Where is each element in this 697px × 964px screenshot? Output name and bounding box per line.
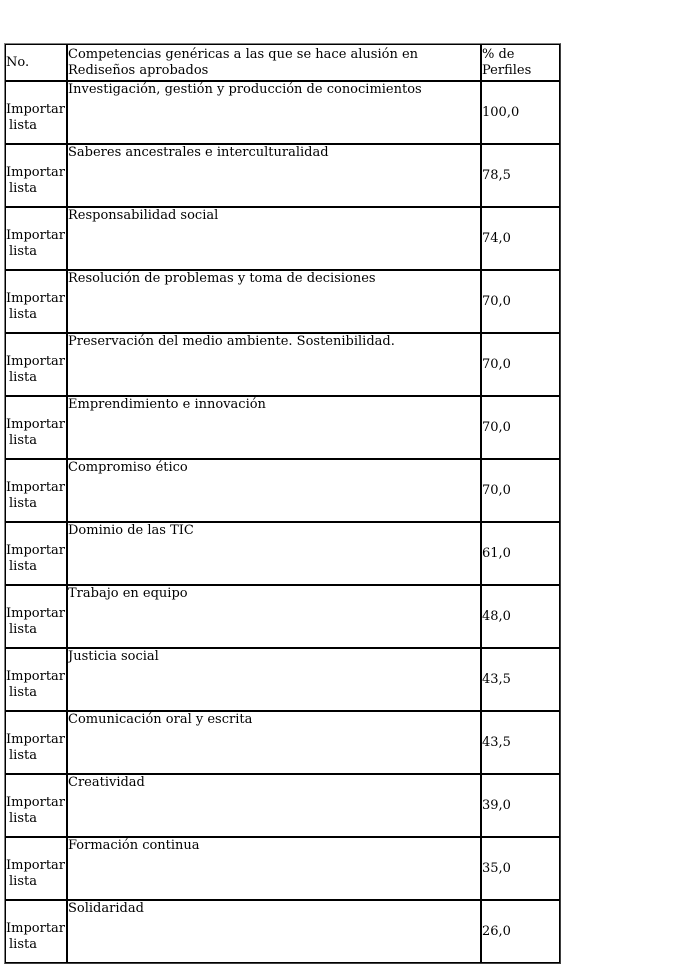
no-label [6, 417, 66, 449]
no-label [6, 606, 66, 638]
cell-porcentaje: 100,0 [481, 81, 560, 144]
cell-porcentaje: 74,0 [481, 207, 560, 270]
cell-no [5, 900, 67, 963]
no-label [6, 165, 66, 197]
no-label-line2: lista [9, 936, 37, 952]
cell-competencia: Resolución de problemas y toma de decisiones [67, 270, 481, 333]
competencias-table [4, 43, 561, 964]
cell-porcentaje: 43,5 [481, 648, 560, 711]
table-row [5, 144, 560, 207]
no-label-line1: Importar [6, 227, 66, 243]
cell-competencia: Preservación del medio ambiente. Sostenibilidad. [67, 333, 481, 396]
no-label-line2: lista [9, 873, 37, 889]
cell-no [5, 207, 67, 270]
no-label-line1: Importar [6, 920, 66, 936]
cell-competencia: Emprendimiento e innovación [67, 396, 481, 459]
header-porcentaje: % de Perfiles [481, 44, 560, 81]
no-label-line2: lista [9, 810, 37, 826]
no-label-line2: lista [9, 117, 37, 133]
table-row [5, 900, 560, 963]
cell-porcentaje: 70,0 [481, 333, 560, 396]
no-label [6, 354, 66, 386]
no-label-line2: lista [9, 747, 37, 763]
cell-no [5, 81, 67, 144]
no-label-line2: lista [9, 558, 37, 574]
header-competencia: Competencias genéricas a las que se hace alusión en Rediseños aprobados [67, 44, 481, 81]
no-label-line2: lista [9, 369, 37, 385]
no-label-line2: lista [9, 684, 37, 700]
no-label [6, 543, 66, 575]
no-label [6, 291, 66, 323]
cell-no [5, 270, 67, 333]
cell-porcentaje: 26,0 [481, 900, 560, 963]
no-label-line1: Importar [6, 479, 66, 495]
cell-porcentaje: 48,0 [481, 585, 560, 648]
table-row [5, 333, 560, 396]
cell-competencia: Saberes ancestrales e interculturalidad [67, 144, 481, 207]
cell-porcentaje: 70,0 [481, 459, 560, 522]
cell-no [5, 837, 67, 900]
no-label-line1: Importar [6, 668, 66, 684]
cell-no [5, 333, 67, 396]
cell-competencia: Creatividad [67, 774, 481, 837]
no-label [6, 228, 66, 260]
table-body [5, 44, 560, 963]
no-label-line2: lista [9, 495, 37, 511]
table-row [5, 774, 560, 837]
cell-no [5, 522, 67, 585]
cell-competencia: Formación continua [67, 837, 481, 900]
header-no: No. [5, 44, 67, 81]
no-label-line1: Importar [6, 857, 66, 873]
no-label-line1: Importar [6, 101, 66, 117]
no-label-line1: Importar [6, 794, 66, 810]
table-header-row [5, 44, 560, 81]
cell-no [5, 774, 67, 837]
table-row [5, 459, 560, 522]
no-label-line1: Importar [6, 353, 66, 369]
no-label [6, 732, 66, 764]
table-row [5, 711, 560, 774]
cell-no [5, 396, 67, 459]
cell-competencia: Responsabilidad social [67, 207, 481, 270]
cell-no [5, 711, 67, 774]
cell-competencia: Dominio de las TIC [67, 522, 481, 585]
cell-competencia: Trabajo en equipo [67, 585, 481, 648]
no-label-line2: lista [9, 180, 37, 196]
table-row [5, 522, 560, 585]
no-label [6, 102, 66, 134]
no-label [6, 669, 66, 701]
cell-competencia: Justicia social [67, 648, 481, 711]
no-label-line1: Importar [6, 290, 66, 306]
cell-porcentaje: 70,0 [481, 270, 560, 333]
cell-no [5, 648, 67, 711]
table-row [5, 396, 560, 459]
cell-porcentaje: 43,5 [481, 711, 560, 774]
no-label-line2: lista [9, 621, 37, 637]
no-label-line1: Importar [6, 542, 66, 558]
no-label-line1: Importar [6, 731, 66, 747]
cell-porcentaje: 70,0 [481, 396, 560, 459]
table-row [5, 81, 560, 144]
cell-competencia: Solidaridad [67, 900, 481, 963]
cell-competencia: Compromiso ético [67, 459, 481, 522]
no-label [6, 858, 66, 890]
no-label-line2: lista [9, 243, 37, 259]
no-label-line2: lista [9, 432, 37, 448]
no-label [6, 795, 66, 827]
no-label-line2: lista [9, 306, 37, 322]
cell-porcentaje: 39,0 [481, 774, 560, 837]
table-row [5, 837, 560, 900]
cell-competencia: Comunicación oral y escrita [67, 711, 481, 774]
table-row [5, 648, 560, 711]
no-label-line1: Importar [6, 164, 66, 180]
table-row [5, 270, 560, 333]
cell-no [5, 459, 67, 522]
table-row [5, 585, 560, 648]
no-label-line1: Importar [6, 416, 66, 432]
cell-no [5, 144, 67, 207]
cell-no [5, 585, 67, 648]
cell-porcentaje: 78,5 [481, 144, 560, 207]
cell-porcentaje: 35,0 [481, 837, 560, 900]
cell-competencia: Investigación, gestión y producción de conocimientos [67, 81, 481, 144]
table-row [5, 207, 560, 270]
no-label [6, 921, 66, 953]
no-label-line1: Importar [6, 605, 66, 621]
cell-porcentaje: 61,0 [481, 522, 560, 585]
no-label [6, 480, 66, 512]
